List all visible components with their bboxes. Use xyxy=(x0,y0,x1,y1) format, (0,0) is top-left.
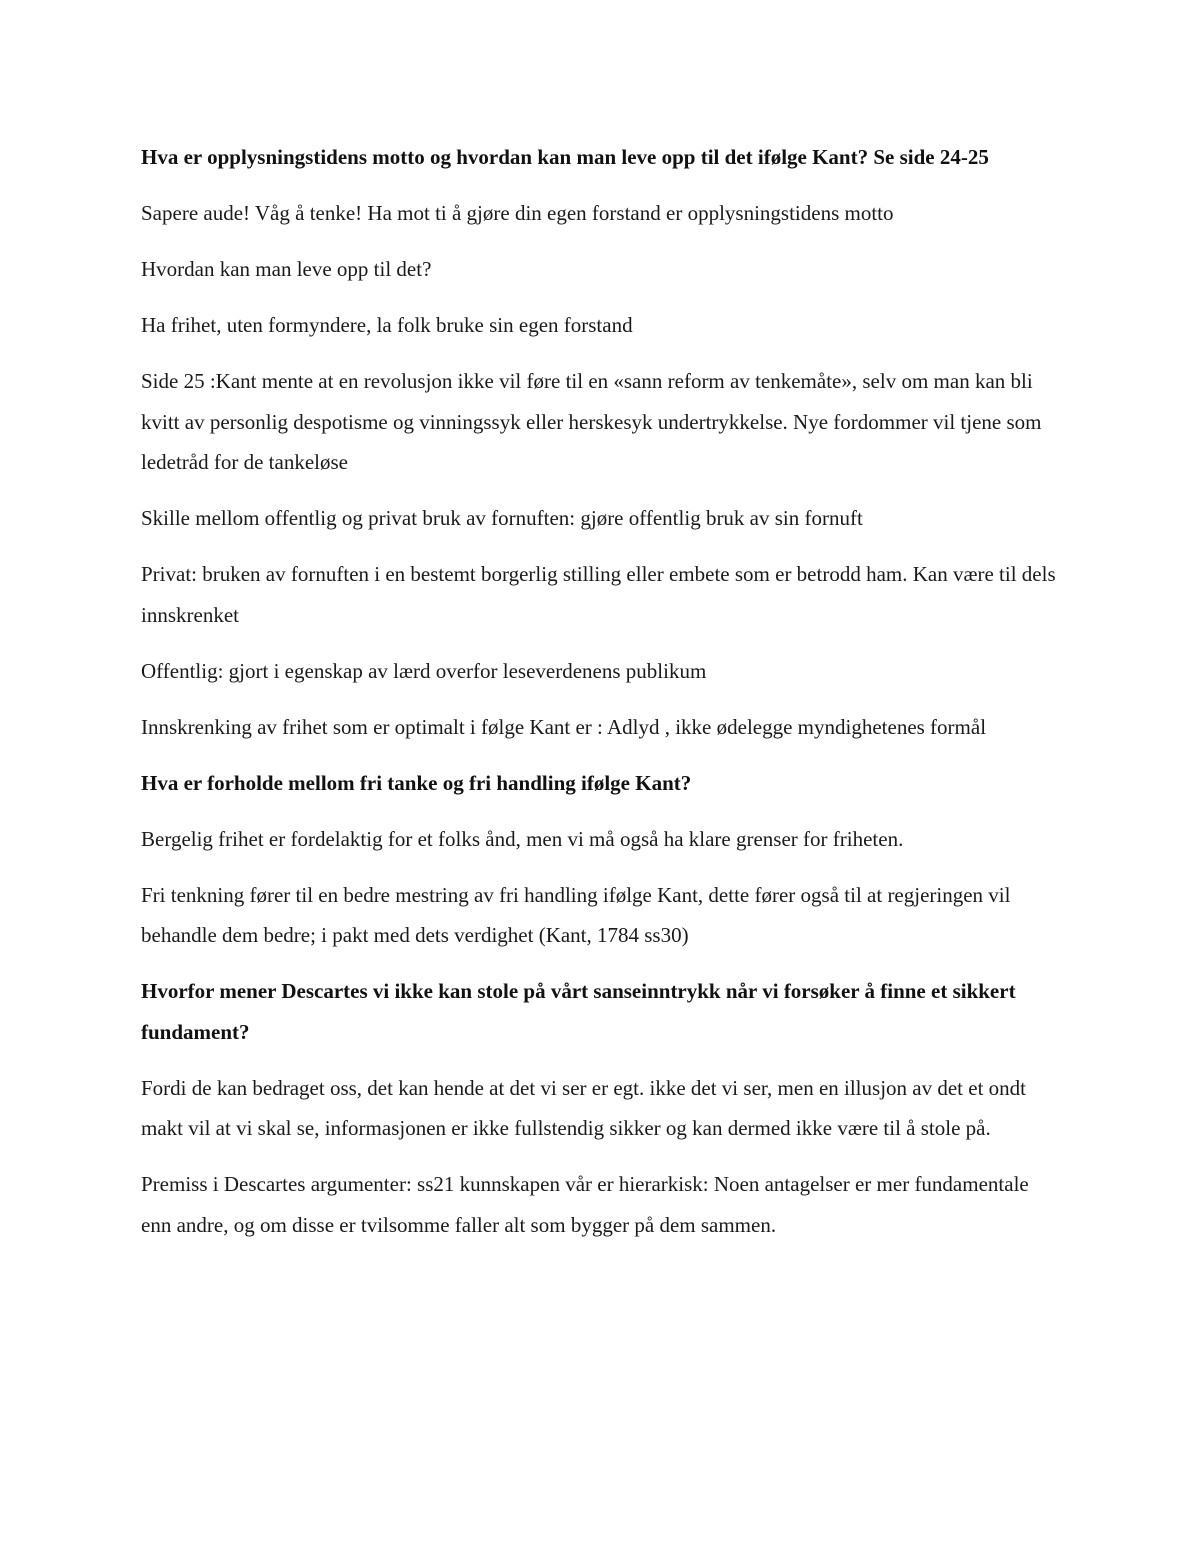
paragraph-private: Privat: bruken av fornuften i en bestemt borgerlig stilling eller embete som er betrodd ham. Kan være til dels innskrenket xyxy=(141,562,1056,627)
paragraph-question-live-up: Hvordan kan man leve opp til det? xyxy=(141,257,432,281)
paragraph-deception: Fordi de kan bedraget oss, det kan hende at det vi ser er egt. ikke det vi ser, men en illusjon av det et ondt makt vil at vi skal se, informasjonen er ikke fullstendig sikker og kan dermed ikke være til å stole på. xyxy=(141,1075,1026,1140)
paragraph-public: Offentlig: gjort i egenskap av lærd overfor leseverdenens publikum xyxy=(141,658,707,683)
heading-thought-action: Hva er forholde mellom fri tanke og fri handling ifølge Kant? xyxy=(141,770,692,795)
paragraph-premise: Premiss i Descartes argumenter: ss21 kunnskapen vår er hierarkisk: Noen antagelser er mer fundamentale enn andre, og om disse er tvilsomme faller alt som bygger på dem sammen. xyxy=(141,1172,1029,1237)
paragraph-sapere-aude: Sapere aude! Våg å tenke! Ha mot ti å gjøre din egen forstand er opplysningstidens motto xyxy=(141,201,894,225)
heading-descartes: Hvorfor mener Descartes vi ikke kan stole på vårt sanseinntrykk når vi forsøker å finne et sikkert fundament? xyxy=(141,979,1016,1044)
paragraph-restriction: Innskrenking av frihet som er optimalt i følge Kant er : Adlyd , ikke ødelegge myndighetenes formål xyxy=(141,714,987,739)
paragraph-free-thinking: Fri tenkning fører til en bedre mestring av fri handling ifølge Kant, dette fører også til at regjeringen vil behandle dem bedre; i pakt med dets verdighet (Kant, 1784 ss30) xyxy=(141,882,1011,947)
paragraph-civil-freedom: Bergelig frihet er fordelaktig for et folks ånd, men vi må også ha klare grenser for friheten. xyxy=(141,826,904,851)
paragraph-public-private: Skille mellom offentlig og privat bruk av fornuften: gjøre offentlig bruk av sin fornuft xyxy=(141,506,863,530)
paragraph-freedom: Ha frihet, uten formyndere, la folk bruke sin egen forstand xyxy=(141,313,633,337)
document-body xyxy=(141,137,1061,1261)
heading-kant-motto: Hva er opplysningstidens motto og hvordan kan man leve opp til det ifølge Kant? Se side 24-25 xyxy=(141,145,989,169)
paragraph-side-25: Side 25 :Kant mente at en revolusjon ikke vil føre til en «sann reform av tenkemåte», selv om man kan bli kvitt av personlig despotisme og vinningssyk eller herskesyk undertrykkelse. Nye fordommer vil tjene som ledetråd for de tankeløse xyxy=(141,369,1042,474)
